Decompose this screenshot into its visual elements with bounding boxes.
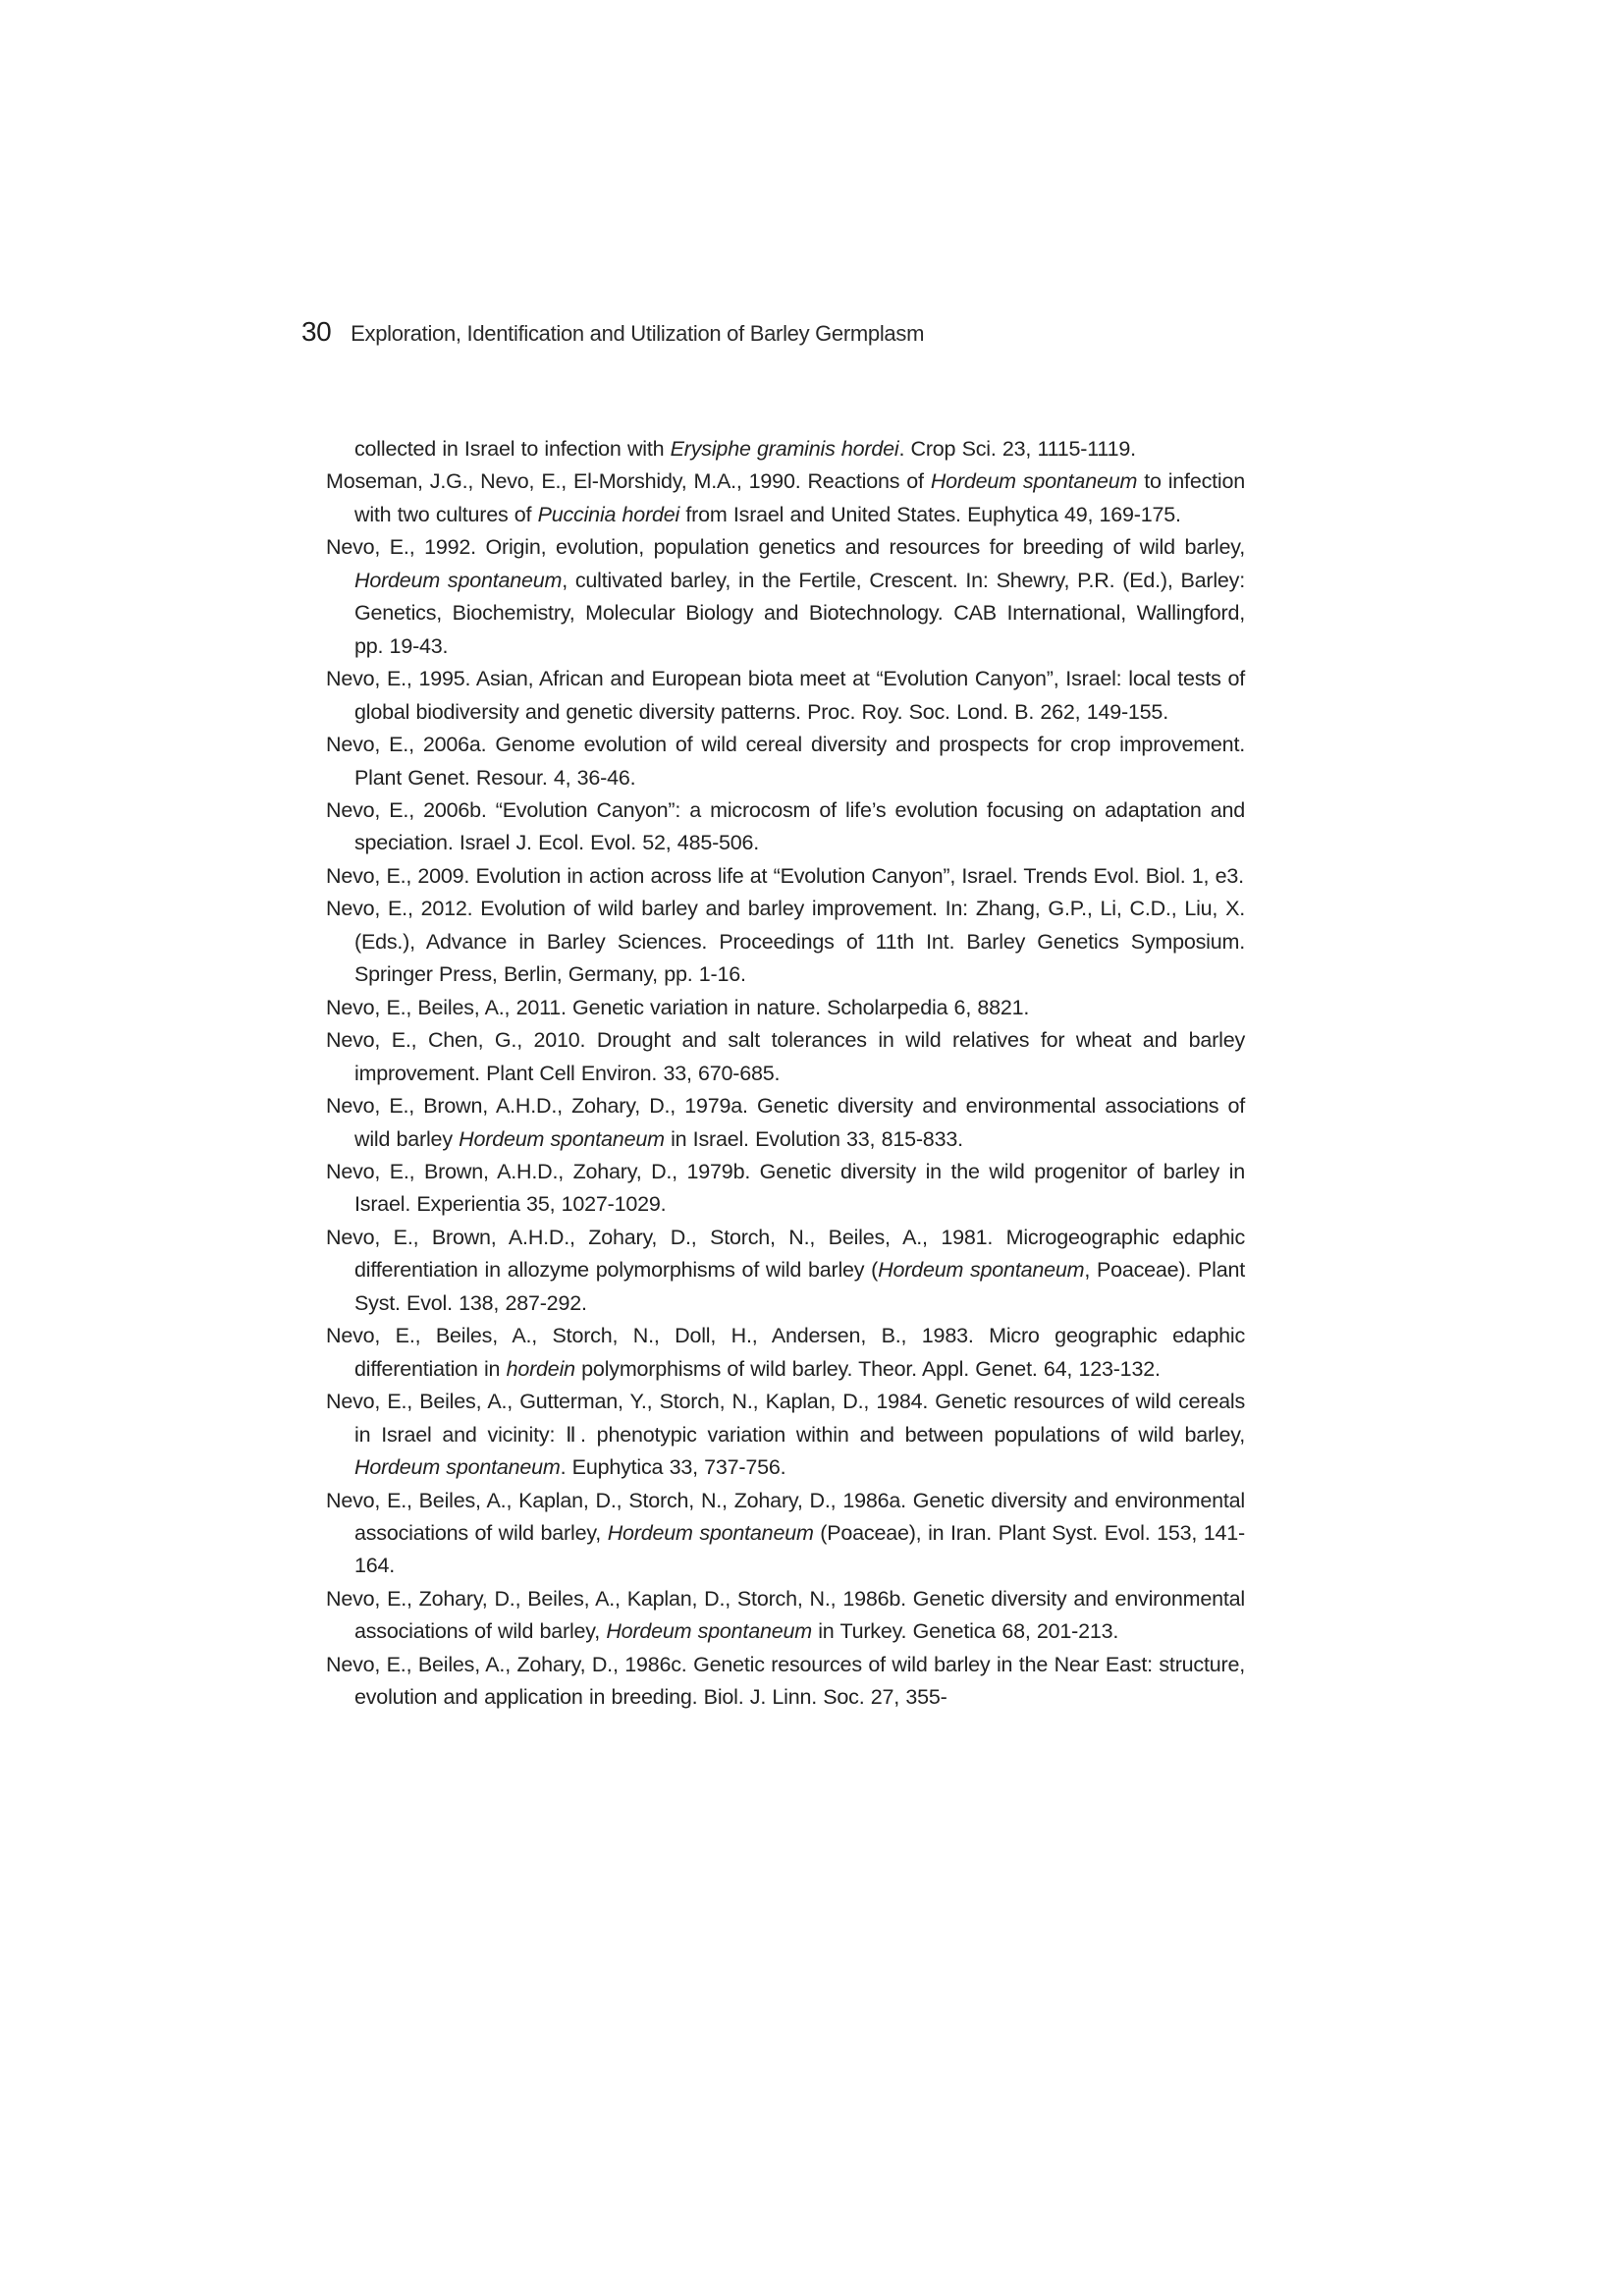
- reference-entry: [326, 1090, 1245, 1156]
- species-name: Hordeum spontaneum: [606, 1619, 812, 1644]
- reference-text: Nevo, E., Brown, A.H.D., Zohary, D., Storch, N., Beiles, A., 1981. Microgeographic edaphic differentiation in allozyme polymorphisms of wild barley (: [326, 1225, 1245, 1283]
- reference-entry: [326, 465, 1245, 531]
- reference-text: polymorphisms of wild barley. Theor. Appl. Genet. 64, 123-132.: [574, 1356, 1161, 1381]
- reference-text: . Crop Sci. 23, 1115-1119.: [898, 437, 1136, 461]
- species-name: Erysiphe graminis hordei: [670, 437, 899, 461]
- reference-text: Nevo, E., 2006b. “Evolution Canyon”: a microcosm of life’s evolution focusing on adaptation and speciation. Israel J. Ecol. Evol. 52, 485-506.: [326, 797, 1245, 855]
- reference-entry: [326, 1320, 1245, 1386]
- reference-entry: [326, 531, 1245, 663]
- reference-text: , Poaceae). Plant Syst. Evol. 138, 287-292.: [354, 1258, 1245, 1315]
- reference-text: Nevo, E., 2012. Evolution of wild barley and barley improvement. In: Zhang, G.P., Li, C.D., Liu, X. (Eds.), Advance in Barley Sciences. Proceedings of 11th Int. Barley Genetics Symposium. Springer Press, Berlin, Germany, pp. 1-16.: [326, 897, 1245, 987]
- reference-text: Nevo, E., Beiles, A., 2011. Genetic variation in nature. Scholarpedia 6, 8821.: [326, 995, 1030, 1019]
- reference-text: Moseman, J.G., Nevo, E., El-Morshidy, M.A., 1990. Reactions of: [326, 469, 931, 494]
- reference-entry: [326, 1386, 1245, 1484]
- reference-text: Nevo, E., Brown, A.H.D., Zohary, D., 1979a. Genetic diversity and environmental associations of wild barley: [326, 1094, 1245, 1151]
- reference-text: Nevo, E., Beiles, A., Kaplan, D., Storch, N., Zohary, D., 1986a. Genetic diversity and environmental associations of wild barley,: [326, 1488, 1245, 1545]
- reference-entry: [326, 729, 1245, 794]
- species-name: Puccinia hordei: [537, 502, 680, 526]
- reference-entry: [326, 794, 1245, 860]
- reference-entry: [326, 663, 1245, 729]
- reference-text: Nevo, E., 2006a. Genome evolution of wild cereal diversity and prospects for crop improvement. Plant Genet. Resour. 4, 36-46.: [326, 733, 1245, 790]
- reference-entry: [326, 893, 1245, 991]
- reference-text: . Euphytica 33, 737-756.: [560, 1455, 786, 1480]
- reference-text: from Israel and United States. Euphytica 49, 169-175.: [679, 502, 1181, 526]
- reference-text: Nevo, E., Brown, A.H.D., Zohary, D., 1979b. Genetic diversity in the wild progenitor of barley in Israel. Experientia 35, 1027-1029.: [326, 1159, 1245, 1217]
- species-name: hordein: [506, 1356, 575, 1381]
- reference-entry: [326, 860, 1245, 893]
- reference-text: collected in Israel to infection with: [354, 437, 671, 461]
- running-head: [301, 316, 924, 352]
- species-name: Hordeum spontaneum: [930, 469, 1138, 494]
- species-name: Hordeum spontaneum: [354, 568, 563, 592]
- reference-entry: [326, 1583, 1245, 1649]
- reference-entry: [326, 1024, 1245, 1090]
- species-name: Hordeum spontaneum: [459, 1126, 665, 1151]
- reference-entry: [326, 1222, 1245, 1320]
- reference-text: Nevo, E., 1995. Asian, African and European biota meet at “Evolution Canyon”, Israel: local tests of global biodiversity and genetic diversity patterns. Proc. Roy. Soc. Lond. B. 262, 149-155.: [326, 667, 1245, 724]
- reference-text: Nevo, E., Beiles, A., Zohary, D., 1986c. Genetic resources of wild barley in the Near East: structure, evolution and application in breeding. Biol. J. Linn. Soc. 27, 355-: [326, 1652, 1245, 1710]
- reference-entry: [326, 992, 1245, 1024]
- reference-text: Nevo, E., Beiles, A., Gutterman, Y., Storch, N., Kaplan, D., 1984. Genetic resources of wild cereals in Israel and vicinity: Ⅱ. phenotypic variation within and between populations of wild barley,: [326, 1390, 1245, 1447]
- reference-text: in Israel. Evolution 33, 815-833.: [664, 1126, 963, 1151]
- reference-text: Nevo, E., Chen, G., 2010. Drought and salt tolerances in wild relatives for wheat and barley improvement. Plant Cell Environ. 33, 670-685.: [326, 1028, 1245, 1085]
- reference-text: Nevo, E., Zohary, D., Beiles, A., Kaplan, D., Storch, N., 1986b. Genetic diversity and environmental associations of wild barley,: [326, 1586, 1245, 1644]
- reference-text: (Poaceae), in Iran. Plant Syst. Evol. 153, 141-164.: [354, 1520, 1245, 1578]
- reference-text: in Turkey. Genetica 68, 201-213.: [811, 1619, 1119, 1644]
- reference-text: to infection with two cultures of: [354, 469, 1245, 526]
- reference-text: Nevo, E., 2009. Evolution in action across life at “Evolution Canyon”, Israel. Trends Evol. Biol. 1, e3.: [326, 863, 1244, 888]
- reference-text: Nevo, E., Beiles, A., Storch, N., Doll, H., Andersen, B., 1983. Micro geographic edaphic differentiation in: [326, 1324, 1245, 1381]
- reference-entry: [326, 1156, 1245, 1222]
- reference-entry: [326, 1649, 1245, 1715]
- reference-list: [326, 433, 1245, 1715]
- reference-text: Nevo, E., 1992. Origin, evolution, population genetics and resources for breeding of wild barley,: [326, 535, 1245, 560]
- book-title: Exploration, Identification and Utilization of Barley Germplasm: [351, 321, 925, 346]
- species-name: Hordeum spontaneum: [354, 1455, 561, 1480]
- species-name: Hordeum spontaneum: [878, 1258, 1085, 1283]
- species-name: Hordeum spontaneum: [607, 1520, 814, 1545]
- reference-entry-continued: [326, 433, 1245, 465]
- reference-entry: [326, 1485, 1245, 1583]
- reference-text: , cultivated barley, in the Fertile, Crescent. In: Shewry, P.R. (Ed.), Barley: Genetics, Biochemistry, Molecular Biology and Biotechnology. CAB International, Wallingford, pp. 19-43.: [354, 568, 1245, 658]
- page-number: 30: [301, 316, 332, 347]
